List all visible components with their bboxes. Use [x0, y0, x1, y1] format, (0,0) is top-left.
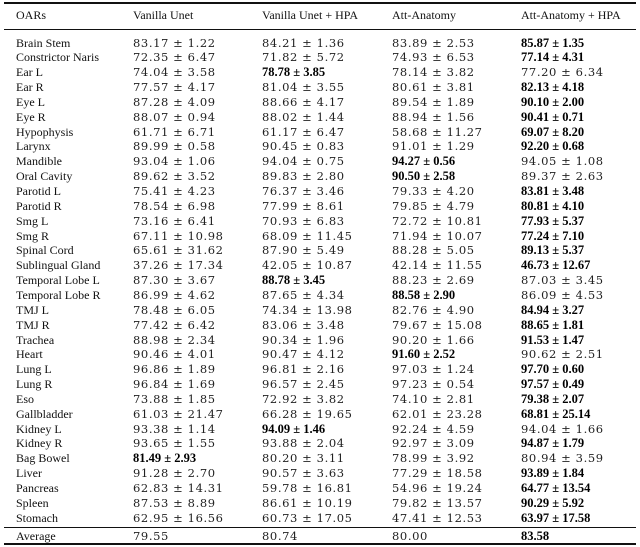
- cell-oar-name: Oral Cavity: [16, 169, 73, 184]
- header-vanilla-unet-hpa: Vanilla Unet + HPA: [262, 8, 358, 22]
- table-row: [0, 80, 640, 94]
- table-row: [0, 184, 640, 198]
- cell-att-anatomy-best: 94.27 ± 0.56: [392, 154, 456, 169]
- cell-vanilla-unet: 88.98 ± 2.34: [133, 332, 216, 347]
- cell-att-anatomy-hpa-best: 63.97 ± 17.58: [521, 510, 591, 525]
- cell-att-anatomy-hpa-best: 84.94 ± 3.27: [521, 302, 585, 317]
- table-row: [0, 362, 640, 376]
- table-row: [0, 451, 640, 465]
- cell-att-anatomy-hpa-best: 94.87 ± 1.79: [521, 436, 585, 451]
- cell-vanilla-unet-hpa: 90.45 ± 0.83: [262, 139, 345, 154]
- table-row: [0, 169, 640, 183]
- cell-vanilla-unet: 93.38 ± 1.14: [133, 421, 216, 436]
- table-row: [0, 422, 640, 436]
- cell-vanilla-unet-hpa: 42.05 ± 10.87: [262, 258, 353, 273]
- cell-oar-name: Mandible: [16, 154, 62, 169]
- cell-att-anatomy-hpa-best: 97.70 ± 0.60: [521, 362, 585, 377]
- cell-oar-name: Liver: [16, 466, 42, 481]
- cell-vanilla-unet-hpa-best: 78.78 ± 3.85: [262, 65, 326, 80]
- cell-att-anatomy-hpa-best: 97.57 ± 0.49: [521, 377, 585, 392]
- cell-att-anatomy-hpa-best: 64.77 ± 13.54: [521, 481, 591, 495]
- cell-vanilla-unet-hpa: 77.99 ± 8.61: [262, 198, 345, 213]
- cell-att-anatomy: 88.28 ± 5.05: [392, 243, 475, 258]
- table-row: [0, 214, 640, 228]
- header-row: [0, 8, 640, 22]
- table-row: [0, 347, 640, 361]
- cell-oar-name: TMJ L: [16, 302, 49, 317]
- cell-oar-name: Trachea: [16, 332, 55, 347]
- table-row: [0, 318, 640, 332]
- cell-att-anatomy: 78.99 ± 3.92: [392, 451, 475, 466]
- table-row: [0, 50, 640, 64]
- cell-vanilla-unet-hpa: 76.37 ± 3.46: [262, 184, 345, 198]
- cell-att-anatomy: 79.85 ± 4.79: [392, 198, 475, 213]
- cell-vanilla-unet: 88.07 ± 0.94: [133, 109, 216, 124]
- cell-vanilla-unet: 93.65 ± 1.55: [133, 436, 216, 451]
- table-row: [0, 154, 640, 168]
- cell-vanilla-unet-hpa: 68.09 ± 11.45: [262, 228, 353, 243]
- cell-oar-name: Average: [16, 529, 56, 543]
- cell-vanilla-unet-hpa: 87.90 ± 5.49: [262, 243, 345, 258]
- cell-att-anatomy: 92.24 ± 4.59: [392, 421, 475, 436]
- cell-att-anatomy-best: 90.50 ± 2.58: [392, 169, 456, 184]
- cell-vanilla-unet: 83.17 ± 1.22: [133, 35, 216, 50]
- cell-vanilla-unet-hpa: 74.34 ± 13.98: [262, 302, 353, 317]
- table-row: [0, 496, 640, 510]
- bottom-rule: [4, 543, 636, 545]
- cell-att-anatomy-hpa-best: 91.53 ± 1.47: [521, 332, 585, 347]
- average-row: [0, 529, 640, 543]
- cell-oar-name: Eso: [16, 391, 34, 406]
- cell-vanilla-unet: 65.61 ± 31.62: [133, 243, 224, 258]
- table-row: [0, 139, 640, 153]
- cell-att-anatomy: 47.41 ± 12.53: [392, 510, 483, 525]
- cell-vanilla-unet: 78.54 ± 6.98: [133, 198, 216, 213]
- cell-att-anatomy-hpa: 86.09 ± 4.53: [521, 287, 604, 302]
- cell-att-anatomy-hpa-best: 90.41 ± 0.71: [521, 109, 585, 124]
- cell-att-anatomy-hpa: 87.03 ± 3.45: [521, 273, 604, 288]
- cell-oar-name: Gallbladder: [16, 406, 73, 421]
- cell-vanilla-unet: 89.99 ± 0.58: [133, 139, 216, 154]
- cell-vanilla-unet: 75.41 ± 4.23: [133, 184, 216, 198]
- cell-vanilla-unet-hpa: 72.92 ± 3.82: [262, 391, 345, 406]
- cell-vanilla-unet: 96.86 ± 1.89: [133, 362, 216, 377]
- cell-att-anatomy-hpa-best: 77.93 ± 5.37: [521, 213, 585, 228]
- cell-vanilla-unet-hpa-best: 94.09 ± 1.46: [262, 421, 326, 436]
- cell-att-anatomy: 89.54 ± 1.89: [392, 94, 475, 109]
- cell-att-anatomy-hpa-best: 85.87 ± 1.35: [521, 35, 585, 50]
- table-row: [0, 481, 640, 495]
- table-row: [0, 511, 640, 525]
- cell-oar-name: Eye R: [16, 109, 46, 124]
- table-row: [0, 95, 640, 109]
- cell-att-anatomy: 83.89 ± 2.53: [392, 35, 475, 50]
- cell-vanilla-unet-hpa: 84.21 ± 1.36: [262, 35, 345, 50]
- cell-oar-name: Ear R: [16, 80, 44, 95]
- cell-vanilla-unet: 62.95 ± 16.56: [133, 510, 224, 525]
- cell-vanilla-unet: 96.84 ± 1.69: [133, 377, 216, 392]
- cell-vanilla-unet: 67.11 ± 10.98: [133, 228, 224, 243]
- cell-oar-name: Sublingual Gland: [16, 258, 101, 273]
- table-row: [0, 258, 640, 272]
- cell-att-anatomy-hpa-best: 79.38 ± 2.07: [521, 391, 585, 406]
- header-att-anatomy-hpa: Att-Anatomy + HPA: [521, 8, 621, 22]
- top-rule: [4, 2, 636, 4]
- cell-att-anatomy: 54.96 ± 19.24: [392, 481, 483, 495]
- cell-att-anatomy-hpa: 77.20 ± 6.34: [521, 65, 604, 80]
- table-row: [0, 466, 640, 480]
- cell-vanilla-unet-hpa: 60.73 ± 17.05: [262, 510, 353, 525]
- cell-att-anatomy-best: 88.58 ± 2.90: [392, 287, 456, 302]
- cell-att-anatomy: 88.23 ± 2.69: [392, 273, 475, 288]
- cell-vanilla-unet: 62.83 ± 14.31: [133, 481, 224, 495]
- cell-vanilla-unet: 61.71 ± 6.71: [133, 124, 216, 139]
- cell-att-anatomy: 72.72 ± 10.81: [392, 213, 483, 228]
- cell-vanilla-unet-hpa: 71.82 ± 5.72: [262, 50, 345, 65]
- cell-oar-name: Bag Bowel: [16, 451, 70, 466]
- cell-att-anatomy-hpa: 94.05 ± 1.08: [521, 154, 604, 169]
- header-att-anatomy: Att-Anatomy: [392, 8, 456, 22]
- cell-oar-name: Stomach: [16, 510, 58, 525]
- table-row: [0, 273, 640, 287]
- table-row: [0, 392, 640, 406]
- cell-att-anatomy-hpa-best: 68.81 ± 25.14: [521, 406, 591, 421]
- cell-vanilla-unet-hpa: 81.04 ± 3.55: [262, 80, 345, 95]
- table-row: [0, 36, 640, 50]
- cell-vanilla-unet: 87.30 ± 3.67: [133, 273, 216, 288]
- cell-att-anatomy: 77.29 ± 18.58: [392, 466, 483, 481]
- cell-vanilla-unet-hpa-best: 88.78 ± 3.45: [262, 273, 326, 288]
- table-row: [0, 243, 640, 257]
- cell-vanilla-unet-hpa: 88.66 ± 4.17: [262, 94, 345, 109]
- cell-att-anatomy: 90.20 ± 1.66: [392, 332, 475, 347]
- cell-att-anatomy-best: 91.60 ± 2.52: [392, 347, 456, 362]
- cell-vanilla-unet-hpa: 61.17 ± 6.47: [262, 124, 345, 139]
- cell-vanilla-unet-hpa: 89.83 ± 2.80: [262, 169, 345, 184]
- cell-vanilla-unet-hpa: 93.88 ± 2.04: [262, 436, 345, 451]
- cell-att-anatomy: 78.14 ± 3.82: [392, 65, 475, 80]
- table-row: [0, 407, 640, 421]
- cell-oar-name: Smg R: [16, 228, 50, 243]
- cell-att-anatomy: 92.97 ± 3.09: [392, 436, 475, 451]
- cell-vanilla-unet: 73.88 ± 1.85: [133, 391, 216, 406]
- cell-oar-name: Kidney R: [16, 436, 63, 451]
- cell-att-anatomy: 79.67 ± 15.08: [392, 317, 483, 332]
- cell-vanilla-unet-hpa: 80.20 ± 3.11: [262, 451, 345, 466]
- cell-vanilla-unet: 77.57 ± 4.17: [133, 80, 216, 95]
- cell-oar-name: Smg L: [16, 213, 49, 228]
- cell-oar-name: Lung L: [16, 362, 52, 377]
- cell-oar-name: Constrictor Naris: [16, 50, 99, 65]
- cell-vanilla-unet-hpa: 87.65 ± 4.34: [262, 287, 345, 302]
- cell-att-anatomy: 71.94 ± 10.07: [392, 228, 483, 243]
- cell-vanilla-unet: 91.28 ± 2.70: [133, 466, 216, 481]
- cell-vanilla-unet-hpa: 90.34 ± 1.96: [262, 332, 345, 347]
- table-row: [0, 229, 640, 243]
- cell-vanilla-unet-best: 81.49 ± 2.93: [133, 451, 197, 466]
- table-row: [0, 65, 640, 79]
- cell-att-anatomy: 79.82 ± 13.57: [392, 495, 483, 510]
- cell-oar-name: Hypophysis: [16, 124, 74, 139]
- cell-att-anatomy-hpa-best: 93.89 ± 1.84: [521, 466, 585, 481]
- cell-vanilla-unet: 86.99 ± 4.62: [133, 287, 216, 302]
- cell-oar-name: Pancreas: [16, 481, 59, 495]
- table-row: [0, 303, 640, 317]
- cell-att-anatomy: 62.01 ± 23.28: [392, 406, 483, 421]
- cell-vanilla-unet: 61.03 ± 21.47: [133, 406, 224, 421]
- cell-att-anatomy: 97.03 ± 1.24: [392, 362, 475, 377]
- cell-att-anatomy: 74.10 ± 2.81: [392, 391, 475, 406]
- cell-vanilla-unet: 77.42 ± 6.42: [133, 317, 216, 332]
- average-rule: [4, 527, 636, 528]
- cell-vanilla-unet: 74.04 ± 3.58: [133, 65, 216, 80]
- cell-vanilla-unet: 90.46 ± 4.01: [133, 347, 216, 362]
- header-rule: [4, 29, 636, 30]
- cell-oar-name: Brain Stem: [16, 35, 71, 50]
- header-oars: OARs: [16, 8, 47, 22]
- cell-vanilla-unet: 73.16 ± 6.41: [133, 213, 216, 228]
- header-vanilla-unet: Vanilla Unet: [133, 8, 194, 22]
- cell-vanilla-unet-hpa: 94.04 ± 0.75: [262, 154, 345, 169]
- cell-oar-name: Heart: [16, 347, 43, 362]
- cell-oar-name: Spinal Cord: [16, 243, 74, 258]
- table-row: [0, 333, 640, 347]
- cell-oar-name: Parotid R: [16, 198, 62, 213]
- cell-att-anatomy-hpa-best: 82.13 ± 4.18: [521, 80, 585, 95]
- cell-vanilla-unet-hpa: 90.57 ± 3.63: [262, 466, 345, 481]
- cell-oar-name: Eye L: [16, 94, 45, 109]
- table-row: [0, 436, 640, 450]
- cell-vanilla-unet-hpa: 80.74: [262, 529, 298, 543]
- cell-att-anatomy: 58.68 ± 11.27: [392, 124, 483, 139]
- cell-vanilla-unet-hpa: 90.47 ± 4.12: [262, 347, 345, 362]
- cell-oar-name: Temporal Lobe R: [16, 287, 101, 302]
- cell-att-anatomy: 80.00: [392, 529, 428, 543]
- cell-att-anatomy-hpa-best: 88.65 ± 1.81: [521, 317, 585, 332]
- cell-oar-name: Larynx: [16, 139, 51, 154]
- cell-vanilla-unet-hpa: 83.06 ± 3.48: [262, 317, 345, 332]
- cell-att-anatomy-hpa-best: 90.29 ± 5.92: [521, 495, 585, 510]
- cell-att-anatomy-hpa: 90.62 ± 2.51: [521, 347, 604, 362]
- table-row: [0, 199, 640, 213]
- cell-vanilla-unet: 89.62 ± 3.52: [133, 169, 216, 184]
- table-row: [0, 377, 640, 391]
- cell-att-anatomy: 42.14 ± 11.55: [392, 258, 483, 273]
- cell-att-anatomy: 80.61 ± 3.81: [392, 80, 475, 95]
- cell-att-anatomy-hpa-best: 77.24 ± 7.10: [521, 228, 585, 243]
- cell-oar-name: Temporal Lobe L: [16, 273, 100, 288]
- cell-att-anatomy: 91.01 ± 1.29: [392, 139, 475, 154]
- cell-oar-name: Spleen: [16, 495, 49, 510]
- cell-vanilla-unet-hpa: 86.61 ± 10.19: [262, 495, 353, 510]
- table-row: [0, 125, 640, 139]
- cell-oar-name: Kidney L: [16, 421, 62, 436]
- cell-oar-name: TMJ R: [16, 317, 50, 332]
- table-row: [0, 110, 640, 124]
- cell-att-anatomy-hpa-best: 89.13 ± 5.37: [521, 243, 585, 258]
- cell-att-anatomy-hpa-best: 69.07 ± 8.20: [521, 124, 585, 139]
- cell-att-anatomy-hpa-best: 80.81 ± 4.10: [521, 198, 585, 213]
- cell-att-anatomy-hpa-best: 46.73 ± 12.67: [521, 258, 591, 273]
- cell-vanilla-unet-hpa: 96.57 ± 2.45: [262, 377, 345, 392]
- cell-oar-name: Parotid L: [16, 184, 61, 198]
- cell-att-anatomy: 88.94 ± 1.56: [392, 109, 475, 124]
- cell-att-anatomy-hpa-best: 77.14 ± 4.31: [521, 50, 585, 65]
- cell-oar-name: Lung R: [16, 377, 53, 392]
- cell-att-anatomy-hpa: 80.94 ± 3.59: [521, 451, 604, 466]
- cell-vanilla-unet: 93.04 ± 1.06: [133, 154, 216, 169]
- cell-vanilla-unet: 37.26 ± 17.34: [133, 258, 224, 273]
- cell-att-anatomy-hpa: 94.04 ± 1.66: [521, 421, 604, 436]
- cell-vanilla-unet: 87.28 ± 4.09: [133, 94, 216, 109]
- table-row: [0, 288, 640, 302]
- cell-vanilla-unet: 72.35 ± 6.47: [133, 50, 216, 65]
- cell-vanilla-unet-hpa: 70.93 ± 6.83: [262, 213, 345, 228]
- cell-att-anatomy-hpa-best: 90.10 ± 2.00: [521, 94, 585, 109]
- cell-att-anatomy-hpa-best: 83.58: [521, 529, 550, 543]
- cell-att-anatomy-hpa-best: 83.81 ± 3.48: [521, 184, 585, 198]
- cell-vanilla-unet: 87.53 ± 8.89: [133, 495, 216, 510]
- cell-att-anatomy: 74.93 ± 6.53: [392, 50, 475, 65]
- cell-oar-name: Ear L: [16, 65, 43, 80]
- cell-vanilla-unet-hpa: 59.78 ± 16.81: [262, 481, 353, 495]
- cell-att-anatomy: 82.76 ± 4.90: [392, 302, 475, 317]
- cell-att-anatomy-hpa-best: 92.20 ± 0.68: [521, 139, 585, 154]
- cell-vanilla-unet-hpa: 66.28 ± 19.65: [262, 406, 353, 421]
- cell-att-anatomy-hpa: 89.37 ± 2.63: [521, 169, 604, 184]
- cell-vanilla-unet: 78.48 ± 6.05: [133, 302, 216, 317]
- cell-att-anatomy: 79.33 ± 4.20: [392, 184, 475, 198]
- cell-vanilla-unet: 79.55: [133, 529, 169, 543]
- cell-vanilla-unet-hpa: 88.02 ± 1.44: [262, 109, 345, 124]
- cell-vanilla-unet-hpa: 96.81 ± 2.16: [262, 362, 345, 377]
- cell-att-anatomy: 97.23 ± 0.54: [392, 377, 475, 392]
